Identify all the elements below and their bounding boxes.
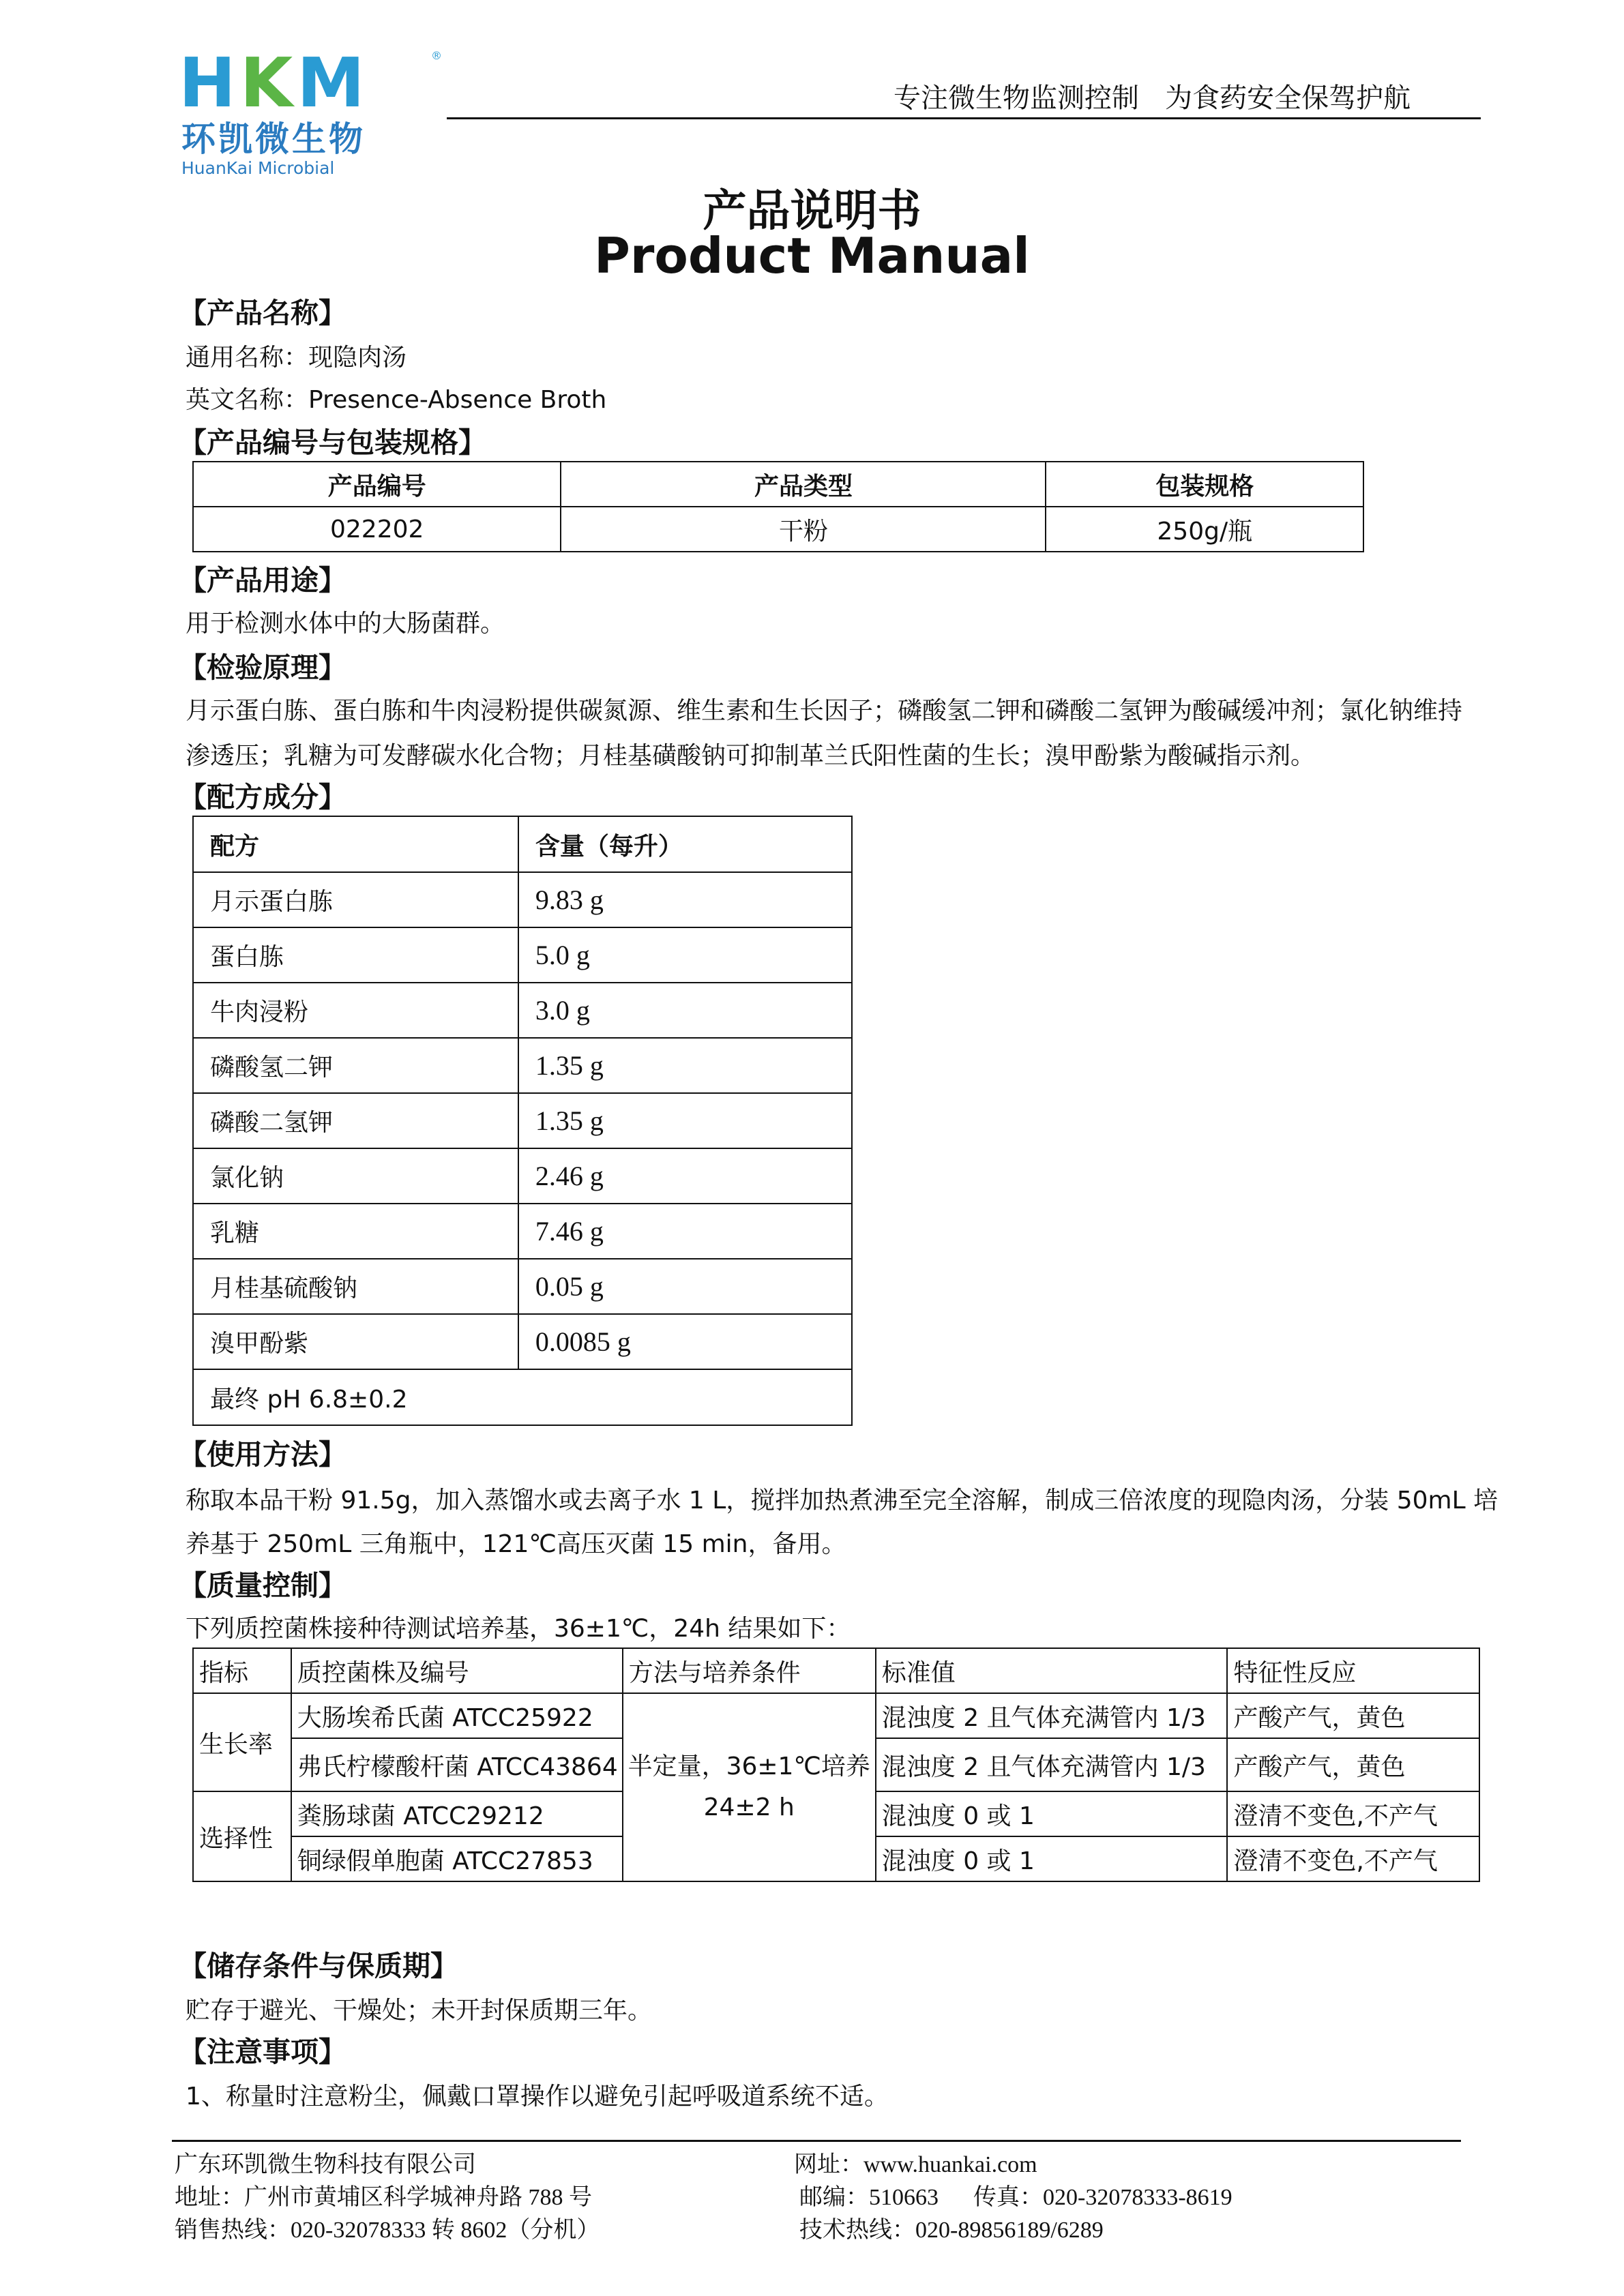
product-code: 022202: [193, 507, 561, 552]
ingredient-name: 月示蛋白胨: [193, 872, 518, 927]
column-header: 标准值: [876, 1648, 1228, 1693]
common-name: 通用名称：现隐肉汤: [186, 344, 407, 372]
column-header: 指标: [193, 1648, 291, 1693]
principle-line-1: 月示蛋白胨、蛋白胨和牛肉浸粉提供碳氮源、维生素和生长因子；磷酸氢二钾和磷酸二氢钾为酸碱缓冲剂；氯化钠维持: [186, 697, 1463, 725]
header-slogan: 专注微生物监测控制 为食药安全保驾护航: [894, 83, 1411, 114]
footer-address: 地址：广州市黄埔区科学城神舟路 788 号: [175, 2185, 592, 2210]
formula-header-row: [193, 816, 852, 872]
column-header: 方法与培养条件: [623, 1648, 876, 1693]
english-name: 英文名称：Presence-Absence Broth: [186, 386, 607, 414]
ingredient-amount: 3.0 g: [518, 983, 852, 1038]
qc-standard: 混浊度 0 或 1: [876, 1836, 1228, 1881]
section-heading-notes: 【注意事项】: [179, 2036, 346, 2068]
section-heading-principle: 【检验原理】: [179, 651, 346, 684]
table-row: [193, 1093, 852, 1148]
qc-intro: 下列质控菌株接种待测试培养基，36±1℃，24h 结果如下：: [186, 1615, 851, 1643]
method-line-2: 养基于 250mL 三角瓶中，121℃高压灭菌 15 min，备用。: [186, 1530, 846, 1558]
section-heading-usage: 【产品用途】: [179, 564, 346, 597]
logo-english-name: HuanKai Microbial: [181, 158, 335, 178]
column-header: 特征性反应: [1227, 1648, 1479, 1693]
principle-line-2: 渗透压；乳糖为可发酵碳水化合物；月桂基磺酸钠可抑制革兰氏阳性菌的生长；溴甲酚紫为酸碱指示剂。: [186, 742, 1316, 770]
table-row: [193, 1038, 852, 1093]
qc-standard: 混浊度 2 且气体充满管内 1/3: [876, 1738, 1228, 1791]
table-row: [193, 1148, 852, 1204]
package-size: 250g/瓶: [1046, 507, 1363, 552]
footer-sales-hotline: 销售热线：020-32078333 转 8602（分机）: [175, 2218, 600, 2243]
method-line-1: 称取本品干粉 91.5g，加入蒸馏水或去离子水 1 L，搅拌加热煮沸至完全溶解，制成三倍浓度的现隐肉汤，分装 50mL 培: [186, 1487, 1498, 1515]
table-row: [193, 1314, 852, 1369]
note-item-1: 1、称量时注意粉尘，佩戴口罩操作以避免引起呼吸道系统不适。: [186, 2083, 889, 2111]
qc-reaction: 澄清不变色,不产气: [1227, 1836, 1479, 1881]
ingredient-amount: 5.0 g: [518, 927, 852, 983]
packaging-row: [193, 507, 1363, 552]
company-logo: [179, 43, 452, 178]
ingredient-amount: 0.0085 g: [518, 1314, 852, 1369]
qc-method-line-1: 半定量，36±1℃培养: [628, 1753, 870, 1780]
registered-mark: ®: [431, 49, 442, 62]
column-header: 含量（每升）: [518, 816, 852, 872]
ingredient-amount: 1.35 g: [518, 1038, 852, 1093]
footer-website: 网址：www.huankai.com: [794, 2152, 1037, 2177]
logo-chinese-name: 环凯微生物: [181, 119, 366, 159]
section-heading-storage: 【储存条件与保质期】: [179, 1950, 458, 1982]
ingredient-name: 溴甲酚紫: [193, 1314, 518, 1369]
table-row: [193, 983, 852, 1038]
formula-table: [192, 816, 853, 1426]
qc-reaction: 产酸产气，黄色: [1227, 1693, 1479, 1738]
ingredient-amount: 1.35 g: [518, 1093, 852, 1148]
column-header: 质控菌株及编号: [291, 1648, 623, 1693]
table-row: [193, 1259, 852, 1314]
footer-tech-hotline: 技术热线：020-89856189/6289: [799, 2218, 1104, 2243]
section-heading-packaging: 【产品编号与包装规格】: [179, 426, 486, 459]
column-header: 产品类型: [561, 462, 1046, 507]
ingredient-name: 氯化钠: [193, 1148, 518, 1204]
usage-text: 用于检测水体中的大肠菌群。: [186, 610, 505, 638]
table-row: [193, 872, 852, 927]
qc-method-line-2: 24±2 h: [703, 1793, 795, 1821]
ingredient-name: 牛肉浸粉: [193, 983, 518, 1038]
qc-reaction: 产酸产气，黄色: [1227, 1738, 1479, 1791]
section-heading-formula: 【配方成分】: [179, 781, 346, 814]
ingredient-amount: 0.05 g: [518, 1259, 852, 1314]
qc-reaction: 澄清不变色,不产气: [1227, 1791, 1479, 1836]
product-type: 干粉: [561, 507, 1046, 552]
indicator-selectivity: 选择性: [193, 1791, 291, 1881]
qc-strain: 铜绿假单胞菌 ATCC27853: [291, 1836, 623, 1881]
qc-strain: 大肠埃希氏菌 ATCC25922: [291, 1693, 623, 1738]
column-header: 配方: [193, 816, 518, 872]
ingredient-amount: 2.46 g: [518, 1148, 852, 1204]
section-heading-qc: 【质量控制】: [179, 1569, 346, 1602]
column-header: 包装规格: [1046, 462, 1363, 507]
final-ph: 最终 pH 6.8±0.2: [193, 1369, 852, 1425]
ingredient-name: 月桂基硫酸钠: [193, 1259, 518, 1314]
ph-row: [193, 1369, 852, 1425]
section-heading-product-name: 【产品名称】: [179, 297, 346, 329]
ingredient-name: 乳糖: [193, 1204, 518, 1259]
qc-table: [192, 1648, 1480, 1882]
section-heading-method: 【使用方法】: [179, 1438, 346, 1471]
table-row: [193, 1204, 852, 1259]
table-row: [193, 1693, 1479, 1738]
footer-company: 广东环凯微生物科技有限公司: [175, 2152, 476, 2177]
packaging-table: [192, 461, 1364, 552]
column-header: 产品编号: [193, 462, 561, 507]
document-title-en: Product Manual: [594, 227, 1030, 284]
qc-header-row: [193, 1648, 1479, 1693]
storage-text: 贮存于避光、干燥处；未开封保质期三年。: [186, 1997, 653, 2025]
ingredient-name: 磷酸二氢钾: [193, 1093, 518, 1148]
ingredient-amount: 7.46 g: [518, 1204, 852, 1259]
packaging-header-row: [193, 462, 1363, 507]
footer-postcode-fax: 邮编：510663 传真：020-32078333-8619: [799, 2185, 1232, 2210]
ingredient-name: 磷酸氢二钾: [193, 1038, 518, 1093]
indicator-growth-rate: 生长率: [193, 1693, 291, 1791]
ingredient-amount: 9.83 g: [518, 872, 852, 927]
qc-strain: 粪肠球菌 ATCC29212: [291, 1791, 623, 1836]
table-row: [193, 927, 852, 983]
footer-divider: [172, 2140, 1461, 2142]
logo-mark: HKM: [179, 43, 369, 123]
header-divider: [447, 117, 1481, 119]
qc-method: [623, 1693, 876, 1881]
qc-standard: 混浊度 2 且气体充满管内 1/3: [876, 1693, 1228, 1738]
ingredient-name: 蛋白胨: [193, 927, 518, 983]
qc-strain: 弗氏柠檬酸杆菌 ATCC43864: [291, 1738, 623, 1791]
document-title-cn: 产品说明书: [703, 186, 921, 237]
qc-standard: 混浊度 0 或 1: [876, 1791, 1228, 1836]
